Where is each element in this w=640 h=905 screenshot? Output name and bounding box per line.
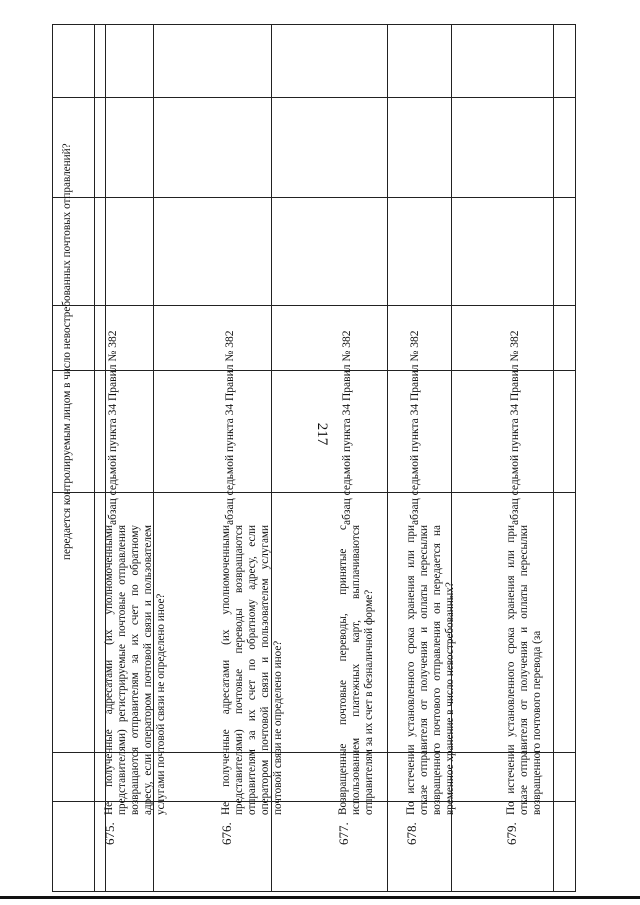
row-divider [53,97,575,98]
row-basis [409,275,422,525]
row-number-text: 676. [219,822,234,845]
row-divider [53,305,575,306]
column-divider [94,25,95,891]
row-separator [271,25,272,891]
row-question [505,525,544,815]
bottom-rule [0,896,640,899]
row-basis-text: абзац седьмой пункта 34 Правил № 382 [341,330,353,525]
row-question-text: Не полученные адресатами (их уполномоченными представителями) почтовые переводы возвращаются отправителям за их счет по обратному адресу, если оператором почтовой связи и пользователем услугами почтовой связи не определено иное? [220,525,284,815]
row-question [220,525,284,815]
row-separator [451,25,452,891]
row-basis [107,275,120,525]
row-question [103,525,167,815]
page-number-text: 217 [314,422,330,446]
row-basis-text: абзац седьмой пункта 34 Правил № 382 [224,330,236,525]
continuation-text [61,40,74,560]
row-basis-text: абзац седьмой пункта 34 Правил № 382 [107,330,119,525]
row-separator [553,25,554,891]
row-basis-text: абзац седьмой пункта 34 Правил № 382 [509,330,521,525]
row-question [337,525,376,815]
row-number-text: 677. [336,822,351,845]
row-basis [509,275,522,525]
row-number-text: 675. [102,822,117,845]
row-divider [53,370,575,371]
checklist-table [52,24,576,892]
row-number-text: 679. [504,822,519,845]
row-separator [153,25,154,891]
row-question [405,525,457,815]
row-separator [387,25,388,891]
row-divider [53,492,575,493]
continuation-paragraph: передается контролируемым лицом в число невостребованных почтовых отправлений? [61,143,73,560]
row-question-text: Не полученные адресатами (их уполномоченными представителями) регистрируемые почтовые отправления возвращаются отправителям за их счет по обратному адресу, если оператором почтовой связи и пользователем услугами почтовой связи не определено иное? [103,525,167,815]
row-question-text: По истечении установленного срока хранения или при отказе отправителя от получения и оплаты пересылки возвращенного почтового отправления он передается на временное хранение в число невостребованных? [405,525,456,815]
row-question-text: По истечении установленного срока хранения или при отказе отправителя от получения и оплаты пересылки возвращенного почтового перевода (за [505,525,543,815]
row-number-text: 678. [404,822,419,845]
row-divider [53,197,575,198]
row-question-text: Возвращенные почтовые переводы, принятые с использованием платежных карт, выплачиваются отправителям за их счет в безналичной форме? [337,525,375,815]
row-basis [341,275,354,525]
row-basis-text: абзац седьмой пункта 34 Правил № 382 [409,330,421,525]
row-basis [224,275,237,525]
